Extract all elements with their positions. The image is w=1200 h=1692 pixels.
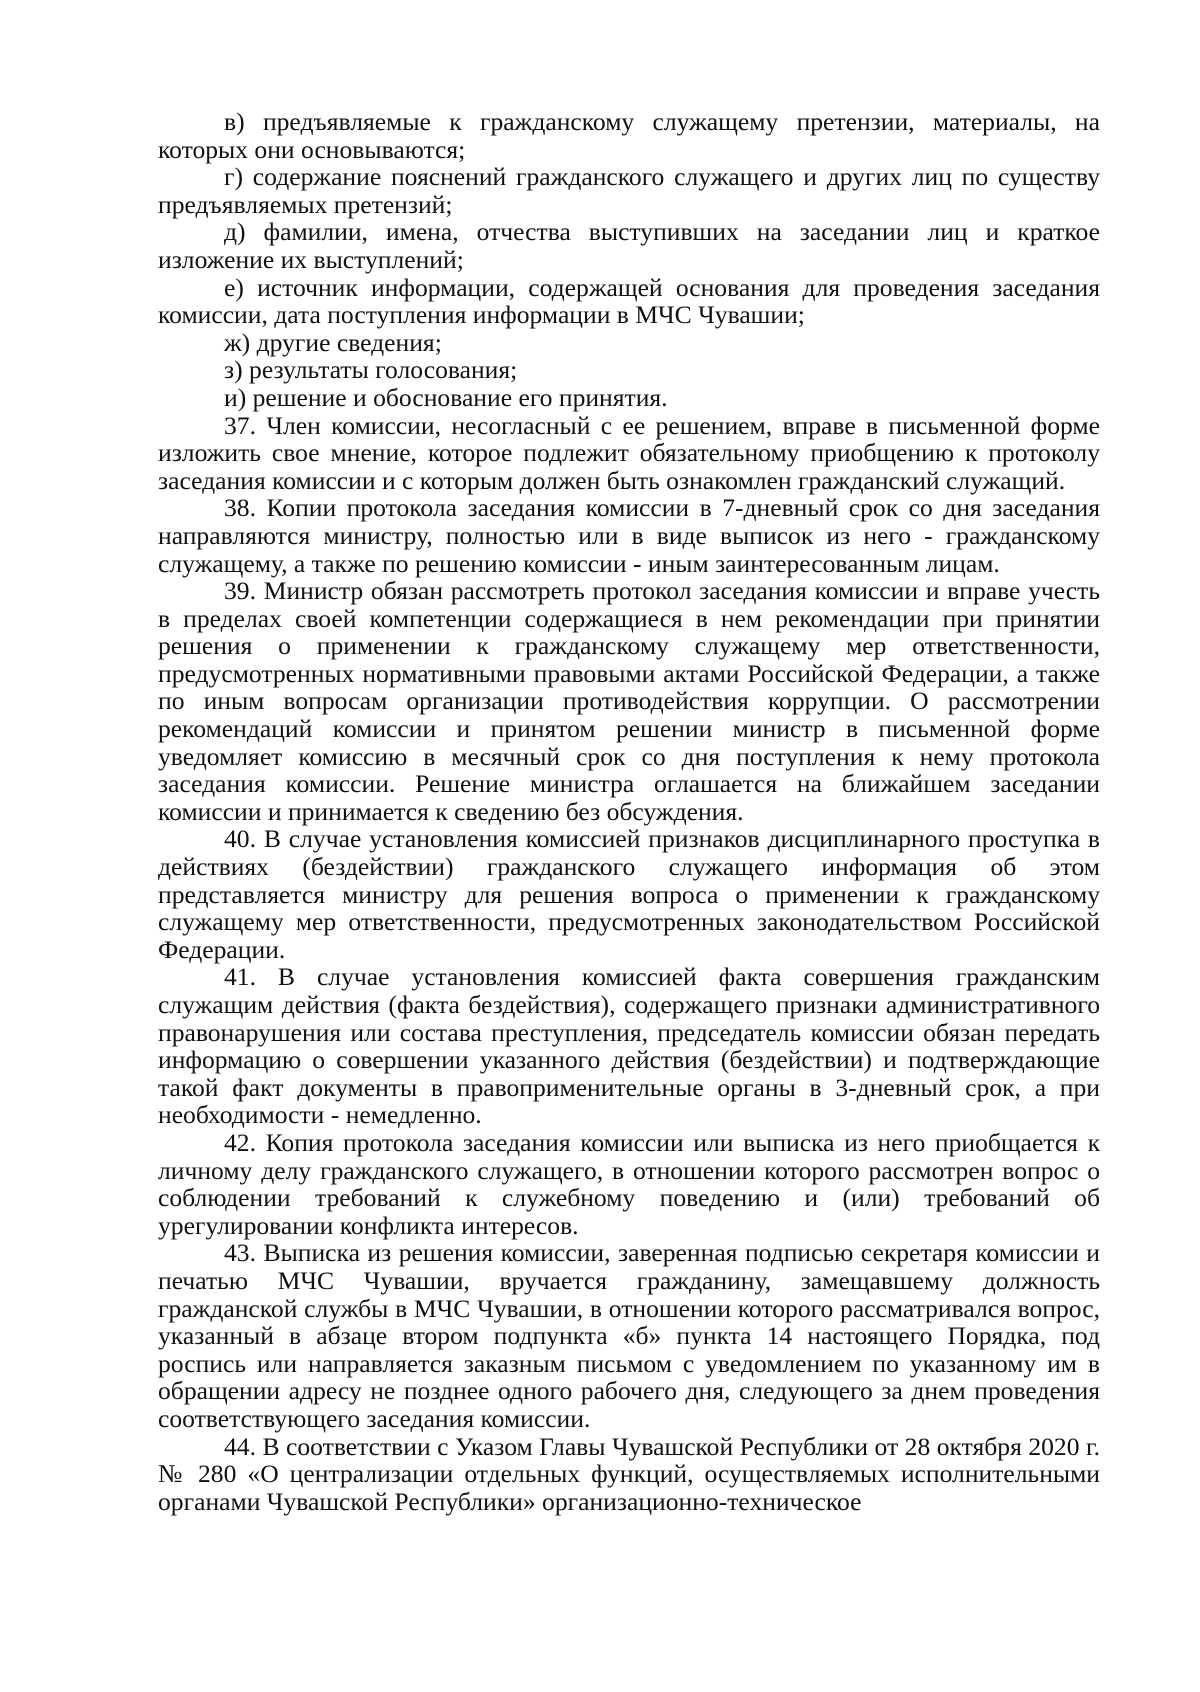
paragraph-e-information-source: е) источник информации, содержащей основания для проведения заседания комиссии, дата поступления информации в МЧС Чувашии;: [158, 272, 1100, 330]
paragraph-37: 37. Член комиссии, несогласный с ее решением, вправе в письменной форме изложить свое мнение, которое подлежит обязательному приобщению к протоколу заседания комиссии и с которым должен быть ознакомлен гражданский служащий.: [158, 410, 1100, 495]
paragraph-41: 41. В случае установления комиссией факта совершения гражданским служащим действия (факта бездействия), содержащего признаки административного правонарушения или состава преступления, председатель комиссии обязан передать информацию о совершении указанного действия (бездействии) и подтверждающие такой факт документы в правоприменительные органы в 3-дневный срок, а при необходимости - немедленно.: [158, 962, 1100, 1130]
paragraph-g-explanations: г) содержание пояснений гражданского служащего и других лиц по существу предъявляемых претензий;: [158, 162, 1100, 219]
document-page: [158, 108, 1100, 1515]
paragraph-i-decision: и) решение и обоснование его принятия.: [224, 382, 668, 412]
paragraph-42: 42. Копия протокола заседания комиссии или выписка из него приобщается к личному делу гражданского служащего, в отношении которого рассмотрен вопрос о соблюдении требований к служебному поведению и (или) требований об урегулировании конфликта интересов.: [158, 1127, 1100, 1240]
paragraph-zh-other-info: ж) другие сведения;: [224, 327, 442, 357]
paragraph-v-claims: в) предъявляемые к гражданскому служащему претензии, материалы, на которых они основываются;: [158, 107, 1100, 164]
paragraph-39: 39. Министр обязан рассмотреть протокол заседания комиссии и вправе учесть в пределах своей компетенции содержащиеся в нем рекомендации при принятии решения о применении к гражданскому служащему мер ответственности, предусмотренных нормативными правовыми актами Российской Федерации, а также по иным вопросам организации противодействия коррупции. О рассмотрении рекомендаций комиссии и принятом решении министр в письменной форме уведомляет комиссию в месячный срок со дня поступления к нему протокола заседания комиссии. Решение министра оглашается на ближайшем заседании комиссии и принимается к сведению без обсуждения.: [158, 576, 1100, 826]
paragraph-40: 40. В случае установления комиссией признаков дисциплинарного проступка в действиях (бездействии) гражданского служащего информация об этом представляется министру для решения вопроса о применении к гражданскому служащему мер ответственности, предусмотренных законодательством Российской Федерации.: [158, 824, 1100, 964]
paragraph-38: 38. Копии протокола заседания комиссии в 7-дневный срок со дня заседания направляются министру, полностью или в виде выписок из него - гражданскому служащему, а также по решению комиссии - иным заинтересованным лицам.: [158, 493, 1100, 578]
paragraph-43: 43. Выписка из решения комиссии, заверенная подписью секретаря комиссии и печатью МЧС Чувашии, вручается гражданину, замещавшему должность гражданской службы в МЧС Чувашии, в отношении которого рассматривался вопрос, указанный в абзаце втором подпункта «б» пункта 14 настоящего Порядка, под роспись или направляется заказным письмом с уведомлением по указанному им в обращении адресу не позднее одного рабочего дня, следующего за днем проведения соответствующего заседания комиссии.: [158, 1238, 1100, 1433]
paragraph-z-voting-results: з) результаты голосования;: [224, 355, 518, 385]
paragraph-d-speakers: д) фамилии, имена, отчества выступивших на заседании лиц и краткое изложение их выступлений;: [158, 217, 1100, 274]
paragraph-44: 44. В соответствии с Указом Главы Чувашской Республики от 28 октября 2020 г. № 280 «О централизации отдельных функций, осуществляемых исполнительными органами Чувашской Республики» организационно-техническое: [158, 1431, 1100, 1516]
